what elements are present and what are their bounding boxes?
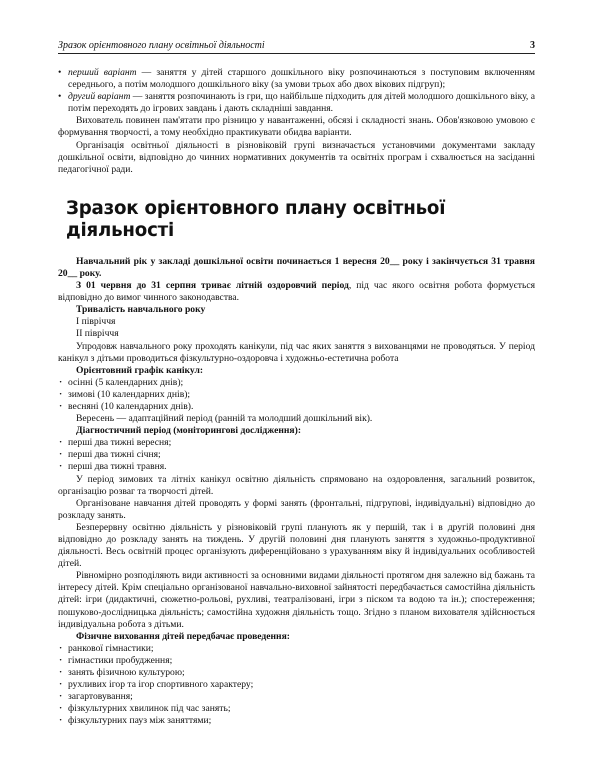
intro-paragraph-1: Вихователь повинен пам'ятати про різницю у навантаженні, обсязі і складності знань. Обов'язковою умовою є формування творчості, а тому необхідно практикувати обидва варіанти. xyxy=(58,115,535,139)
pe-item: · гімнастики пробудження; xyxy=(58,655,535,667)
pe-heading: Фізичне виховання дітей передбачає проведення: xyxy=(76,630,290,642)
holiday-item: · осінні (5 календарних днів); xyxy=(58,377,535,389)
summer-bold: З 01 червня до 31 серпня триває літній оздоровчий період xyxy=(76,280,349,292)
holidays-paragraph: Упродовж навчального року проходять канікули, під час яких заняття з вихованцями не проводяться. У період канікул з дітьми проводиться фізкультурно-оздоровча і художньо-естетична робота xyxy=(58,340,535,364)
intro-paragraph-2: Організація освітньої діяльності в різновіковій групі визначається установчими документами закладу дошкільної освіти, відповідно до чинних нормативних документів та освітніх програм і схвалюється на засіданні педагогічної ради. xyxy=(58,139,535,175)
semester-2: II півріччя xyxy=(76,328,119,340)
page-number: 3 xyxy=(530,40,535,51)
diagnostic-heading: Діагностичний період (моніторингові дослідження): xyxy=(76,425,302,437)
pe-item: · загартовування; xyxy=(58,691,535,703)
summer-paragraph xyxy=(58,280,535,304)
section-title: Зразок орієнтовного плану освітньої діяльності xyxy=(66,197,446,241)
diagnostic-item: · перші два тижні січня; xyxy=(58,449,535,461)
variant-text-2: — заняття розпочинають із гри, що найбільше підходить для дітей молодшого дошкільного віку, а потім переходять до ігрових завдань і дають складніші завдання. xyxy=(68,91,535,115)
diagnostic-item: · перші два тижні вересня; xyxy=(58,437,535,449)
holiday-item: · зимові (10 календарних днів); xyxy=(58,389,535,401)
running-header xyxy=(58,40,535,54)
holiday-schedule-heading: Орієнтовний графік канікул: xyxy=(76,364,204,376)
year-start-paragraph: Навчальний рік у закладі дошкільної освіти починається 1 вересня 20__ року і закінчується 31 травня 20__ року. xyxy=(58,255,535,279)
activity-paragraph: Рівномірно розподіляють види активності за основними видами діяльності протягом дня залежно від бажань та інтересу дітей. Крім спеціально організованої навчально-виховної зайнятості передбачається самостійна діяльність дітей: ігри (дидактичні, сюжетно-рольові, рухливі, театралізовані, ігри з піском та водою та ін.); спостереження; пошуково-дослідницька діяльність; самостійна художня діяльність тощо. Згідно з планом вихователя здійснюється індивідуальна робота з дітьми. xyxy=(58,570,535,630)
variant-bullet-2 xyxy=(58,91,535,115)
summer-rest: , під час якого освітня робота формується відповідно до вимог чинного законодавства. xyxy=(58,280,535,304)
diagnostic-item: · перші два тижні травня. xyxy=(58,461,535,473)
health-paragraph: У період зимових та літніх канікул освітню діяльність спрямовано на оздоровлення, загальний розвиток, організацію розваг та творчості дітей. xyxy=(58,473,535,497)
variant-term-1: перший варіант xyxy=(68,67,137,78)
pe-item: · ранкової гімнастики; xyxy=(58,643,535,655)
semester-1: I півріччя xyxy=(76,316,116,328)
pe-item: · фізкультурних хвилинок під час занять; xyxy=(58,703,535,715)
page-body xyxy=(58,67,535,728)
variant-text-1: — заняття у дітей старшого дошкільного віку розпочинаються з поступовим включенням середнього, а потім молодшого дошкільного віку (за умови трьох або двох вікових підгруп); xyxy=(68,67,535,91)
running-title: Зразок орієнтовного плану освітньої діяльності xyxy=(58,40,265,51)
continuous-paragraph: Безперервну освітню діяльність у різновіковій групі планують як у першій, так і в другій половині дня відповідно до розкладу занять на тиждень. У другій половині дня планують заняття з художньо-продуктивної діяльності. Весь освітній процес організують диференційовано з урахуванням віку й індивідуальних особливостей дітей. xyxy=(58,521,535,570)
pe-item: · рухливих ігор та ігор спортивного характеру; xyxy=(58,679,535,691)
duration-heading: Тривалість навчального року xyxy=(76,304,206,316)
holiday-item: · весняні (10 календарних днів). xyxy=(58,401,535,413)
variant-term-2: другий варіант xyxy=(68,91,131,103)
pe-item: · занять фізичною культурою; xyxy=(58,667,535,679)
september-note: Вересень — адаптаційний період (ранній та молодший дошкільний вік). xyxy=(76,413,373,425)
form-paragraph: Організоване навчання дітей проводять у формі занять (фронтальні, підгрупові, індивідуальні) відповідно до розкладу занять. xyxy=(58,497,535,521)
pe-item: · фізкультурних пауз між заняттями; xyxy=(58,715,535,727)
variant-bullet-1 xyxy=(58,67,535,91)
